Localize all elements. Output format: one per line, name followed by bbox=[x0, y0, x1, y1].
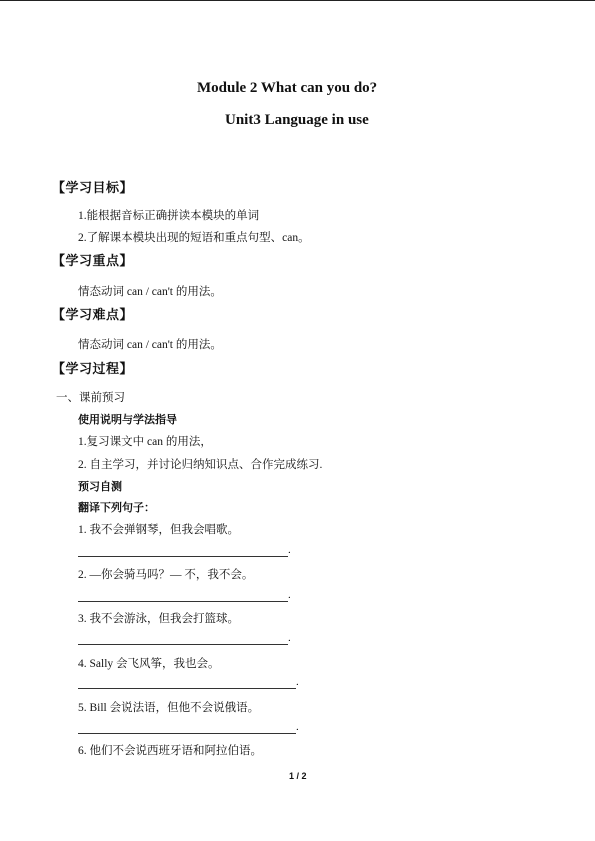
translate-title: 翻译下列句子： bbox=[78, 501, 155, 514]
sentence-4: 4. Sally 会飞风筝，我也会。 bbox=[78, 658, 220, 670]
process-heading: 【学习过程】 bbox=[52, 362, 134, 377]
answer-line-3[interactable] bbox=[78, 644, 288, 645]
objectives-heading: 【学习目标】 bbox=[52, 181, 134, 196]
self-test-title: 预习自测 bbox=[78, 480, 122, 493]
sentence-2: 2. —你会骑马吗？— 不，我不会。 bbox=[78, 569, 254, 581]
sentence-3: 3. 我不会游泳，但我会打篮球。 bbox=[78, 613, 239, 625]
objective-item: 1.能根据音标正确拼读本模块的单词 bbox=[78, 210, 260, 222]
line-end-mark: . bbox=[296, 721, 299, 733]
line-end-mark: . bbox=[288, 589, 291, 601]
key-points-text: 情态动词 can / can't 的用法。 bbox=[78, 286, 222, 298]
difficulties-heading: 【学习难点】 bbox=[52, 308, 134, 323]
instructions-title: 使用说明与学法指导 bbox=[78, 413, 177, 426]
objective-item: 2.了解课本模块出现的短语和重点句型、can。 bbox=[78, 232, 310, 244]
difficulties-text: 情态动词 can / can't 的用法。 bbox=[78, 339, 222, 351]
answer-line-5[interactable] bbox=[78, 733, 296, 734]
line-end-mark: . bbox=[296, 676, 299, 688]
line-end-mark: . bbox=[288, 544, 291, 556]
page-top-border bbox=[0, 0, 595, 1]
instruction-item: 1.复习课文中 can 的用法， bbox=[78, 436, 212, 448]
instruction-item: 2. 自主学习，并讨论归纳知识点、合作完成练习. bbox=[78, 459, 323, 471]
answer-line-2[interactable] bbox=[78, 601, 288, 602]
answer-line-4[interactable] bbox=[78, 688, 296, 689]
line-end-mark: . bbox=[288, 632, 291, 644]
sentence-1: 1. 我不会弹钢琴，但我会唱歌。 bbox=[78, 524, 239, 536]
answer-line-1[interactable] bbox=[78, 556, 288, 557]
section-one-label: 一、课前预习 bbox=[56, 392, 125, 404]
page-title: Module 2 What can you do? bbox=[197, 80, 378, 96]
key-points-heading: 【学习重点】 bbox=[52, 254, 134, 269]
sentence-5: 5. Bill 会说法语，但他不会说俄语。 bbox=[78, 702, 260, 714]
sentence-6: 6. 他们不会说西班牙语和阿拉伯语。 bbox=[78, 745, 262, 757]
page-number: 1 / 2 bbox=[289, 771, 307, 781]
page-subtitle: Unit3 Language in use bbox=[225, 112, 369, 128]
